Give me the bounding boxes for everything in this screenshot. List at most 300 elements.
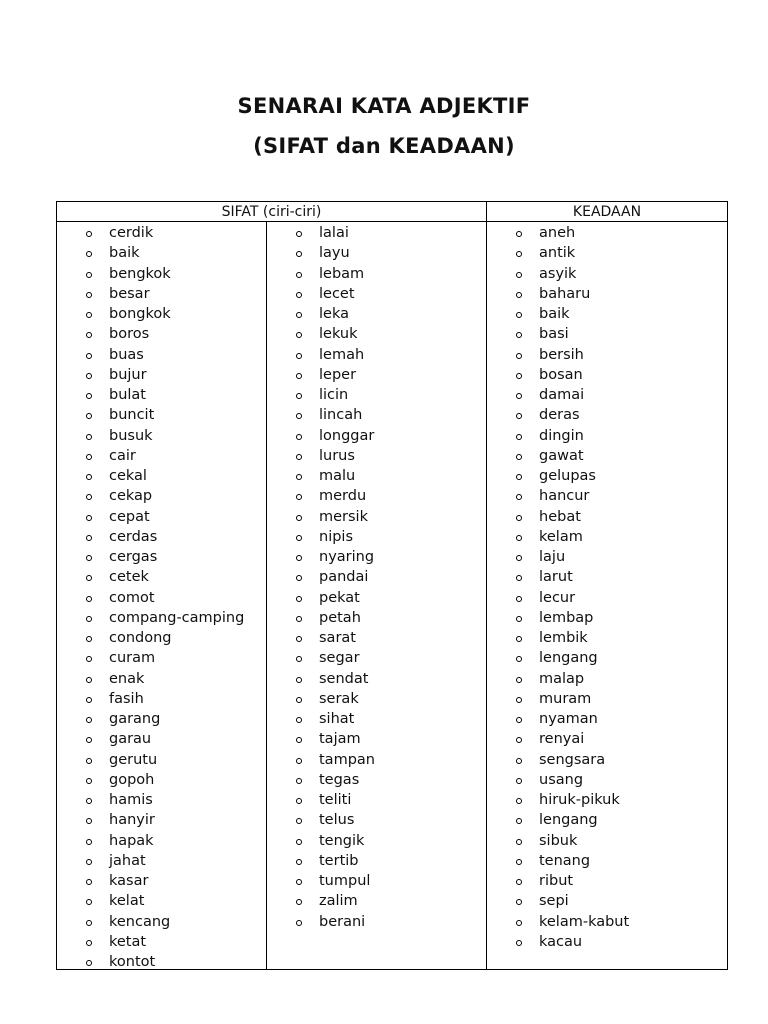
bullet-icon <box>296 920 302 926</box>
bullet-icon <box>86 251 92 257</box>
list-item-label: fasih <box>109 690 144 707</box>
list-item <box>267 729 485 749</box>
bullet-icon <box>296 616 302 622</box>
keadaan-list <box>487 223 727 952</box>
list-item-label: baik <box>539 306 570 322</box>
list-item-label: hebat <box>539 508 581 525</box>
list-item-label: lecur <box>539 589 576 606</box>
list-item <box>487 689 727 709</box>
list-item-label: lebam <box>319 265 365 282</box>
list-item-label: comot <box>109 589 155 606</box>
list-item-label: larut <box>539 569 573 586</box>
list-item-label: cergas <box>109 549 158 565</box>
list-item <box>57 426 265 446</box>
bullet-icon <box>516 859 522 865</box>
bullet-icon <box>296 474 302 480</box>
list-item-label: lincah <box>319 407 363 424</box>
list-item-label: tumpul <box>319 873 371 889</box>
list-item-label: bujur <box>109 366 147 383</box>
list-item-label: antik <box>539 245 576 262</box>
list-item-label: asyik <box>539 265 577 282</box>
list-item <box>57 385 265 405</box>
list-item-label: sibuk <box>539 832 578 849</box>
list-item-label: sarat <box>319 630 356 646</box>
bullet-icon <box>296 494 302 500</box>
list-item-label: dingin <box>539 427 584 444</box>
list-item-label: merdu <box>319 488 367 505</box>
list-item-label: lekuk <box>319 326 358 343</box>
list-item <box>57 729 265 749</box>
list-item <box>487 648 727 668</box>
bullet-icon <box>516 434 522 440</box>
list-item-label: nyaman <box>539 711 598 727</box>
list-item <box>57 810 265 830</box>
list-item <box>57 507 265 527</box>
bullet-icon <box>296 353 302 359</box>
list-item-label: usang <box>539 771 584 788</box>
list-item-label: lengang <box>539 812 598 829</box>
bullet-icon <box>516 494 522 500</box>
list-item <box>57 345 265 365</box>
list-item <box>267 831 485 851</box>
bullet-icon <box>516 413 522 419</box>
bullet-icon <box>516 373 522 379</box>
list-item-label: cekal <box>109 468 147 484</box>
list-item <box>487 284 727 304</box>
list-item-label: longgar <box>319 427 375 444</box>
list-item-label: hiruk-pikuk <box>539 792 620 808</box>
list-item <box>487 486 727 506</box>
list-item-label: kencang <box>109 913 171 930</box>
list-item-label: basi <box>539 326 569 343</box>
bullet-icon <box>86 859 92 865</box>
list-item <box>267 628 485 648</box>
sifat-list-1 <box>57 223 265 972</box>
list-item <box>267 446 485 466</box>
list-item-label: jahat <box>109 852 146 869</box>
list-item <box>267 486 485 506</box>
list-item <box>487 608 727 628</box>
bullet-icon <box>296 899 302 905</box>
list-item <box>487 567 727 587</box>
list-item-label: cerdik <box>109 225 154 241</box>
bullet-icon <box>296 312 302 318</box>
bullet-icon <box>296 575 302 581</box>
list-item-label: besar <box>109 285 150 302</box>
bullet-icon <box>86 596 92 602</box>
list-item-label: boros <box>109 326 150 343</box>
bullet-icon <box>516 393 522 399</box>
list-item <box>267 405 485 425</box>
list-item-label: buncit <box>109 407 155 424</box>
bullet-icon <box>86 818 92 824</box>
bullet-icon <box>86 940 92 946</box>
list-item-label: compang-camping <box>109 609 245 626</box>
bullet-icon <box>296 677 302 683</box>
list-item <box>57 871 265 891</box>
bullet-icon <box>296 251 302 257</box>
list-item-label: tenang <box>539 852 591 869</box>
list-item-label: kelam <box>539 528 583 545</box>
list-item <box>267 648 485 668</box>
list-item-label: buas <box>109 346 144 363</box>
list-item-label: pandai <box>319 569 369 586</box>
list-item <box>267 810 485 830</box>
list-item <box>487 527 727 547</box>
list-item-label: bosan <box>539 366 583 383</box>
bullet-icon <box>86 656 92 662</box>
list-item <box>57 770 265 790</box>
list-item <box>57 851 265 871</box>
bullet-icon <box>516 575 522 581</box>
list-item-label: tengik <box>319 832 365 849</box>
list-item <box>487 750 727 770</box>
list-item <box>267 709 485 729</box>
list-item <box>487 891 727 911</box>
list-item <box>487 669 727 689</box>
bullet-icon <box>516 636 522 642</box>
list-item <box>57 831 265 851</box>
bullet-icon <box>516 940 522 946</box>
bullet-icon <box>86 413 92 419</box>
bullet-icon <box>296 818 302 824</box>
list-item <box>487 810 727 830</box>
list-item-label: cerdas <box>109 528 158 545</box>
list-item-label: bulat <box>109 387 146 403</box>
bullet-icon <box>86 717 92 723</box>
list-item-label: pekat <box>319 589 360 606</box>
bullet-icon <box>86 758 92 764</box>
bullet-icon <box>86 697 92 703</box>
list-item-label: hamis <box>109 792 153 808</box>
list-item-label: cekap <box>109 488 153 505</box>
list-item-label: aneh <box>539 225 576 241</box>
list-item-label: laju <box>539 549 566 565</box>
list-item <box>267 426 485 446</box>
list-item-label: hanyir <box>109 812 155 829</box>
bullet-icon <box>86 434 92 440</box>
bullet-icon <box>516 798 522 804</box>
list-item <box>267 891 485 911</box>
list-item-label: zalim <box>319 893 358 910</box>
list-item-label: kasar <box>109 873 149 889</box>
list-item <box>267 669 485 689</box>
list-item <box>487 729 727 749</box>
list-item <box>57 304 265 324</box>
list-item <box>57 365 265 385</box>
bullet-icon <box>516 535 522 541</box>
list-item-label: licin <box>319 387 349 403</box>
list-item-label: sengsara <box>539 751 606 768</box>
bullet-icon <box>296 737 302 743</box>
list-item-label: bongkok <box>109 306 171 322</box>
bullet-icon <box>296 859 302 865</box>
list-item <box>57 405 265 425</box>
bullet-icon <box>86 920 92 926</box>
bullet-icon <box>516 656 522 662</box>
list-item <box>487 385 727 405</box>
list-item-label: segar <box>319 650 360 667</box>
list-item <box>267 588 485 608</box>
list-item <box>487 588 727 608</box>
list-item <box>487 324 727 344</box>
list-item <box>487 243 727 263</box>
list-item-label: enak <box>109 670 145 687</box>
list-item-label: curam <box>109 650 156 667</box>
bullet-icon <box>86 899 92 905</box>
bullet-icon <box>516 778 522 784</box>
list-item <box>487 709 727 729</box>
list-item-label: sihat <box>319 711 355 727</box>
bullet-icon <box>516 292 522 298</box>
page-subtitle: (SIFAT dan KEADAAN) <box>253 134 515 158</box>
list-item <box>487 264 727 284</box>
list-item <box>267 243 485 263</box>
list-item <box>487 851 727 871</box>
list-item-label: mersik <box>319 508 368 525</box>
list-item-label: garang <box>109 711 161 727</box>
list-item <box>487 466 727 486</box>
bullet-icon <box>296 839 302 845</box>
list-item <box>267 223 485 243</box>
list-item-label: hancur <box>539 488 590 505</box>
bullet-icon <box>516 879 522 885</box>
list-item-label: bengkok <box>109 265 171 282</box>
bullet-icon <box>296 332 302 338</box>
bullet-icon <box>86 373 92 379</box>
list-item <box>267 567 485 587</box>
list-item-label: malu <box>319 468 356 484</box>
list-item <box>267 750 485 770</box>
bullet-icon <box>296 879 302 885</box>
list-item <box>487 446 727 466</box>
list-item-label: cepat <box>109 508 150 525</box>
list-item <box>57 750 265 770</box>
list-item <box>57 466 265 486</box>
bullet-icon <box>296 393 302 399</box>
sifat-list-2 <box>267 223 485 932</box>
bullet-icon <box>86 454 92 460</box>
list-item-label: kacau <box>539 933 583 950</box>
list-item <box>267 385 485 405</box>
list-item <box>57 243 265 263</box>
list-item-label: teliti <box>319 792 352 808</box>
list-item-label: garau <box>109 731 152 748</box>
bullet-icon <box>296 272 302 278</box>
list-item-label: leka <box>319 306 349 322</box>
list-item <box>57 588 265 608</box>
list-item <box>487 932 727 952</box>
bullet-icon <box>296 758 302 764</box>
bullet-icon <box>516 353 522 359</box>
list-item <box>487 223 727 243</box>
bullet-icon <box>86 312 92 318</box>
list-item-label: muram <box>539 690 592 707</box>
list-item <box>487 547 727 567</box>
list-item-label: sepi <box>539 893 569 910</box>
list-item-label: lembap <box>539 609 594 626</box>
list-item <box>57 324 265 344</box>
bullet-icon <box>296 231 302 237</box>
list-item-label: layu <box>319 245 350 262</box>
list-item <box>57 446 265 466</box>
list-item <box>487 405 727 425</box>
bullet-icon <box>86 879 92 885</box>
list-item <box>267 365 485 385</box>
bullet-icon <box>86 494 92 500</box>
list-item <box>57 952 265 972</box>
bullet-icon <box>296 717 302 723</box>
list-item-label: deras <box>539 407 580 424</box>
bullet-icon <box>296 413 302 419</box>
list-item-label: nyaring <box>319 549 375 565</box>
bullet-icon <box>516 737 522 743</box>
list-item-label: lurus <box>319 447 355 464</box>
bullet-icon <box>86 272 92 278</box>
bullet-icon <box>516 697 522 703</box>
bullet-icon <box>86 960 92 966</box>
bullet-icon <box>86 515 92 521</box>
bullet-icon <box>516 899 522 905</box>
page-title: SENARAI KATA ADJEKTIF <box>237 94 531 118</box>
bullet-icon <box>516 758 522 764</box>
bullet-icon <box>516 596 522 602</box>
list-item <box>57 567 265 587</box>
list-item <box>267 304 485 324</box>
header-sifat: SIFAT (ciri-ciri) <box>57 202 487 222</box>
list-item <box>487 345 727 365</box>
list-item <box>267 284 485 304</box>
list-item-label: lengang <box>539 650 598 667</box>
list-item-label: kelam-kabut <box>539 913 630 930</box>
bullet-icon <box>86 616 92 622</box>
list-item <box>487 871 727 891</box>
bullet-icon <box>516 677 522 683</box>
list-item-label: tegas <box>319 771 360 788</box>
bullet-icon <box>86 677 92 683</box>
list-item <box>487 304 727 324</box>
list-item <box>57 648 265 668</box>
list-item-label: tampan <box>319 751 375 768</box>
list-item-label: gerutu <box>109 751 158 768</box>
list-item-label: lalai <box>319 225 349 241</box>
bullet-icon <box>516 616 522 622</box>
list-item-label: tajam <box>319 731 361 748</box>
list-item <box>487 831 727 851</box>
list-item <box>487 426 727 446</box>
bullet-icon <box>86 839 92 845</box>
list-item-label: hapak <box>109 832 154 849</box>
list-item-label: ribut <box>539 873 574 889</box>
list-item <box>57 284 265 304</box>
bullet-icon <box>86 778 92 784</box>
list-item-label: tertib <box>319 852 359 869</box>
bullet-icon <box>516 272 522 278</box>
list-item <box>57 264 265 284</box>
bullet-icon <box>296 656 302 662</box>
list-item <box>267 790 485 810</box>
list-item <box>267 507 485 527</box>
bullet-icon <box>86 737 92 743</box>
bullet-icon <box>86 535 92 541</box>
bullet-icon <box>296 555 302 561</box>
list-item <box>267 608 485 628</box>
list-item <box>487 790 727 810</box>
list-item <box>267 689 485 709</box>
adjective-table <box>56 201 728 970</box>
bullet-icon <box>86 353 92 359</box>
list-item-label: bersih <box>539 346 584 363</box>
list-item <box>487 628 727 648</box>
list-item-label: nipis <box>319 528 354 545</box>
bullet-icon <box>516 717 522 723</box>
bullet-icon <box>86 474 92 480</box>
list-item-label: damai <box>539 387 585 403</box>
bullet-icon <box>516 332 522 338</box>
list-item <box>57 709 265 729</box>
bullet-icon <box>516 555 522 561</box>
list-item <box>267 264 485 284</box>
list-item <box>267 466 485 486</box>
bullet-icon <box>516 920 522 926</box>
bullet-icon <box>86 332 92 338</box>
list-item <box>57 669 265 689</box>
bullet-icon <box>86 292 92 298</box>
bullet-icon <box>296 798 302 804</box>
bullet-icon <box>86 575 92 581</box>
list-item-label: telus <box>319 812 355 829</box>
list-item <box>57 628 265 648</box>
list-item-label: baharu <box>539 285 591 302</box>
list-item-label: serak <box>319 690 359 707</box>
list-item <box>267 851 485 871</box>
bullet-icon <box>86 393 92 399</box>
list-item-label: lecet <box>319 285 355 302</box>
list-item-label: baik <box>109 245 140 262</box>
list-item-label: gopoh <box>109 771 155 788</box>
list-item <box>57 689 265 709</box>
list-item-label: busuk <box>109 427 153 444</box>
list-item-label: lembik <box>539 630 588 646</box>
list-item <box>487 507 727 527</box>
list-item <box>267 527 485 547</box>
list-item <box>487 770 727 790</box>
bullet-icon <box>86 798 92 804</box>
list-item-label: cetek <box>109 569 149 586</box>
list-item-label: renyai <box>539 731 585 748</box>
bullet-icon <box>86 636 92 642</box>
list-item-label: leper <box>319 366 357 383</box>
list-item <box>267 345 485 365</box>
header-keadaan: KEADAAN <box>487 202 727 222</box>
list-item <box>57 891 265 911</box>
list-item <box>57 608 265 628</box>
list-item <box>57 486 265 506</box>
bullet-icon <box>296 515 302 521</box>
bullet-icon <box>516 312 522 318</box>
bullet-icon <box>296 434 302 440</box>
list-item <box>487 365 727 385</box>
bullet-icon <box>296 373 302 379</box>
list-item-label: sendat <box>319 670 369 687</box>
list-item <box>57 790 265 810</box>
list-item <box>487 912 727 932</box>
bullet-icon <box>516 251 522 257</box>
list-item-label: condong <box>109 630 172 646</box>
list-item <box>57 932 265 952</box>
list-item-label: berani <box>319 913 366 930</box>
bullet-icon <box>296 292 302 298</box>
